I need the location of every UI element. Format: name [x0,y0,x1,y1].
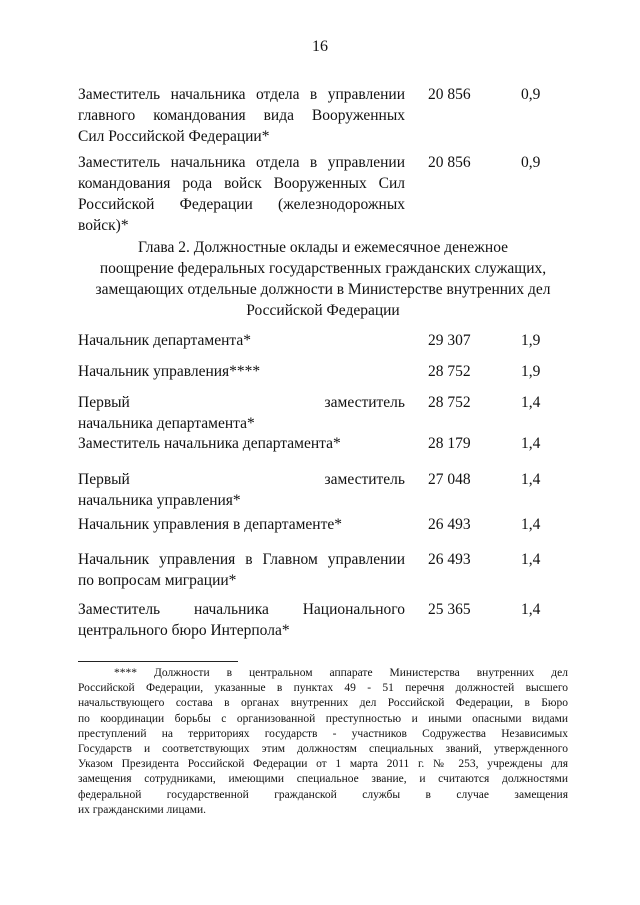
footnote-line: их гражданскими лицами. [78,803,207,816]
footnote-separator [78,661,238,662]
position-name-line: начальника департамента* [78,415,255,432]
position-name [78,514,405,535]
position-name-line: Первый заместитель [78,471,405,488]
position-name [78,84,405,147]
salary-value: 26 493 [428,551,471,568]
position-name-line: Заместитель начальника департамента* [78,435,341,452]
salary-value: 29 307 [428,332,471,349]
coefficient-value: 1,4 [521,435,541,452]
footnote [78,666,568,818]
chapter-heading-line: замещающих отдельные должности в Министерстве внутренних дел [95,281,551,298]
footnote-line: Указом Президента Российской Федерации от 1 марта 2011 г. № 253, учреждены для [78,758,568,771]
salary-value: 20 856 [428,154,471,171]
salary-value: 26 493 [428,516,471,533]
position-name-line: по вопросам миграции* [78,572,237,589]
position-name-line: Заместитель начальника отдела в управлении [78,86,405,103]
chapter-heading [78,237,568,321]
coefficient-value: 1,9 [521,332,541,349]
position-name [78,469,405,511]
position-name-line: Первый заместитель [78,394,405,411]
position-name-line: Сил Российской Федерации* [78,128,270,145]
position-name-line: начальника управления* [78,492,241,509]
footnote-line: федеральной государственной гражданской службы в случае замещения [78,788,568,801]
coefficient-value: 1,4 [521,471,541,488]
footnote-line: преступлений на территориях государств - участников Содружества Независимых [78,727,568,740]
position-name-line: Заместитель начальника Национального [78,601,405,618]
footnote-line: **** Должности в центральном аппарате Министерства внутренних дел [114,667,568,679]
page-number: 16 [312,38,328,55]
position-name-line: Начальник управления**** [78,363,261,380]
position-name [78,433,405,454]
coefficient-value: 1,4 [521,551,541,568]
position-name-line: войск)* [78,217,129,234]
position-name [78,361,405,382]
coefficient-value: 1,4 [521,394,541,411]
coefficient-value: 0,9 [521,86,541,103]
position-name [78,549,405,591]
position-name [78,330,405,351]
salary-value: 28 179 [428,435,471,452]
coefficient-value: 1,4 [521,516,541,533]
position-name-line: центрального бюро Интерпола* [78,622,290,639]
coefficient-value: 0,9 [521,154,541,171]
chapter-heading-line: Глава 2. Должностные оклады и ежемесячное денежное [137,239,509,256]
position-name [78,599,405,641]
chapter-heading-line: Российской Федерации [246,302,400,319]
position-name [78,392,405,434]
salary-value: 25 365 [428,601,471,618]
salary-value: 20 856 [428,86,471,103]
coefficient-value: 1,4 [521,601,541,618]
position-name-line: Начальник управления в Главном управлении [78,551,405,568]
position-name-line: Российской Федерации (железнодорожных [78,196,405,213]
salary-value: 28 752 [428,363,471,380]
position-name-line: Начальник департамента* [78,332,251,349]
position-name-line: главного командования вида Вооруженных [78,107,405,124]
footnote-line: Российской Федерации, указанные в пунктах 49 - 51 перечня должностей высшего [78,682,568,695]
footnote-line: замещения сотрудниками, имеющими специальное звание, и считаются должностями [78,773,568,786]
coefficient-value: 1,9 [521,363,541,380]
chapter-heading-line: поощрение федеральных государственных гражданских служащих, [99,260,547,277]
salary-value: 28 752 [428,394,471,411]
footnote-line: начальствующего состава в органах внутренних дел Российской Федерации, в Бюро [78,697,568,710]
position-name-line: Начальник управления в департаменте* [78,516,342,533]
footnote-line: Государств и соответствующих этим должностям специальных званий, утвержденного [78,742,568,755]
position-name-line: Заместитель начальника отдела в управлении [78,154,405,171]
position-name-line: командования рода войск Вооруженных Сил [78,175,405,192]
footnote-line: по координации борьбы с организованной преступностью и иными опасными видами [78,712,568,725]
salary-value: 27 048 [428,471,471,488]
position-name [78,152,405,236]
